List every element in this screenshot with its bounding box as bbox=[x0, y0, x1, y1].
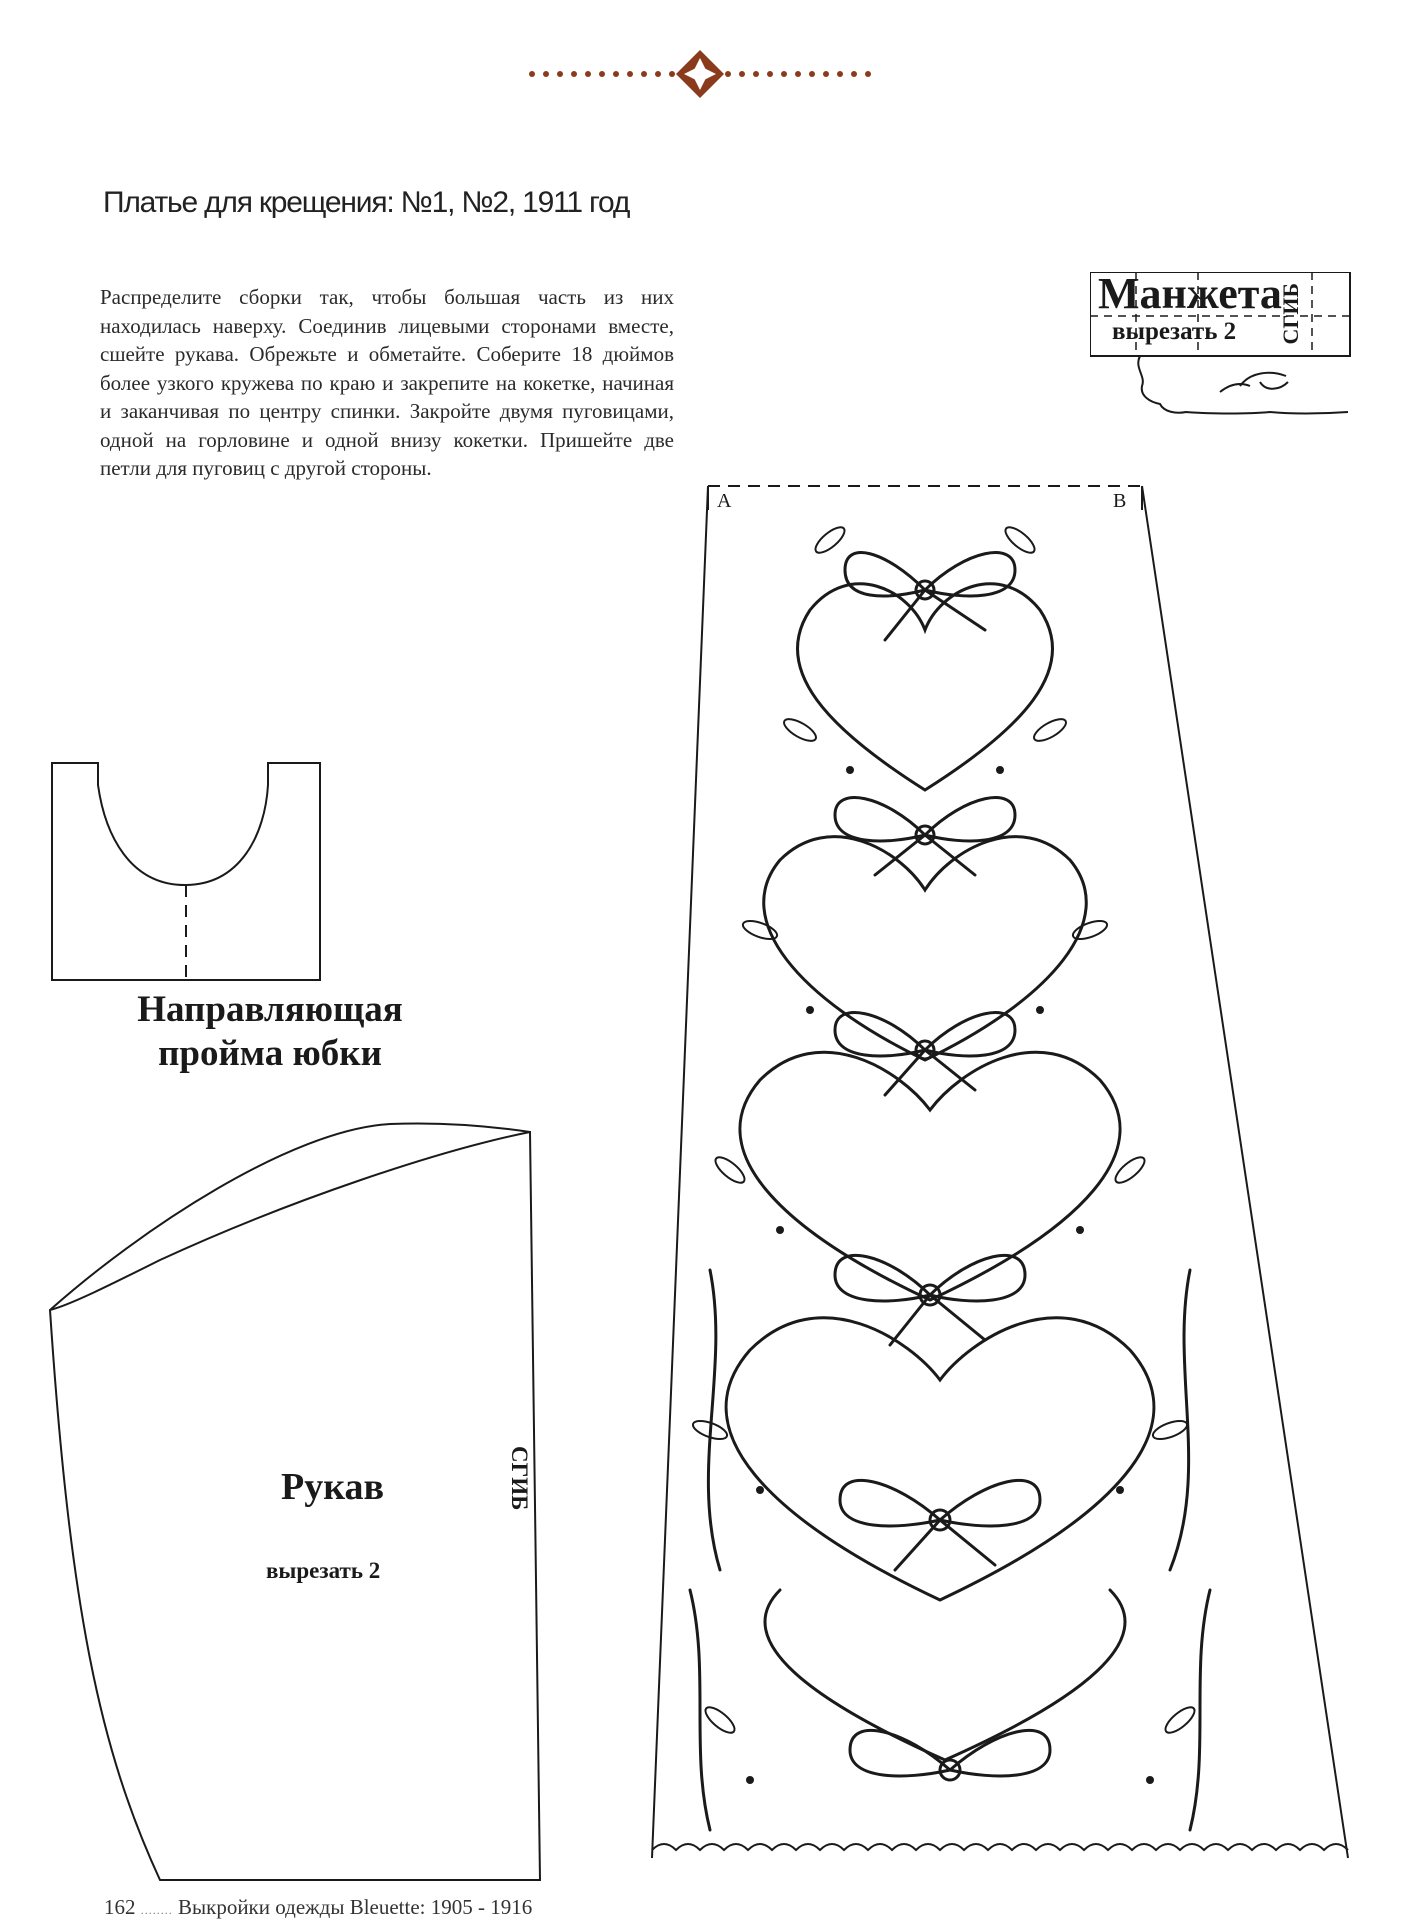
instructions-paragraph: Распределите сборки так, чтобы большая часть из них находилась наверху. Соединив лицевыми сторонами вместе, сшейте рукава. Обрежьте и обметайте. Соберите 18 дюймов более узкого кружева по краю и закрепите на кокетке, начиная и заканчивая по центру спинки. Закройте двумя пуговицами, одной на горловине и одной внизу кокетки. Пришейте две петли для пуговиц с другой стороны. bbox=[100, 285, 674, 481]
armhole-guide-title: Направляющая пройма юбки bbox=[137, 989, 403, 1075]
cuff-title: Манжета bbox=[1098, 269, 1282, 318]
armhole-guide-pattern bbox=[50, 755, 330, 985]
page-footer bbox=[104, 1895, 532, 1920]
cuff-cut-instruction: вырезать 2 bbox=[1112, 318, 1237, 345]
book-title: Выкройки одежды Bleuette: 1905 - 1916 bbox=[178, 1895, 533, 1919]
skirt-corner-b-label: B bbox=[1113, 490, 1127, 512]
page-title: Платье для крещения: №1, №2, 1911 год bbox=[103, 186, 630, 219]
skirt-corner-a-label: A bbox=[717, 490, 732, 512]
footer-dots: ........ bbox=[140, 1903, 173, 1917]
sleeve-fold-label: СГИБ bbox=[507, 1446, 532, 1511]
skirt-pattern-piece bbox=[650, 470, 1350, 1870]
sleeve-cut-instruction: вырезать 2 bbox=[266, 1558, 381, 1583]
page-number: 162 bbox=[104, 1895, 136, 1919]
ornament-divider-icon bbox=[520, 48, 880, 100]
sleeve-title: Рукав bbox=[281, 1466, 385, 1508]
cuff-fold-label: СГИБ bbox=[1278, 283, 1303, 345]
